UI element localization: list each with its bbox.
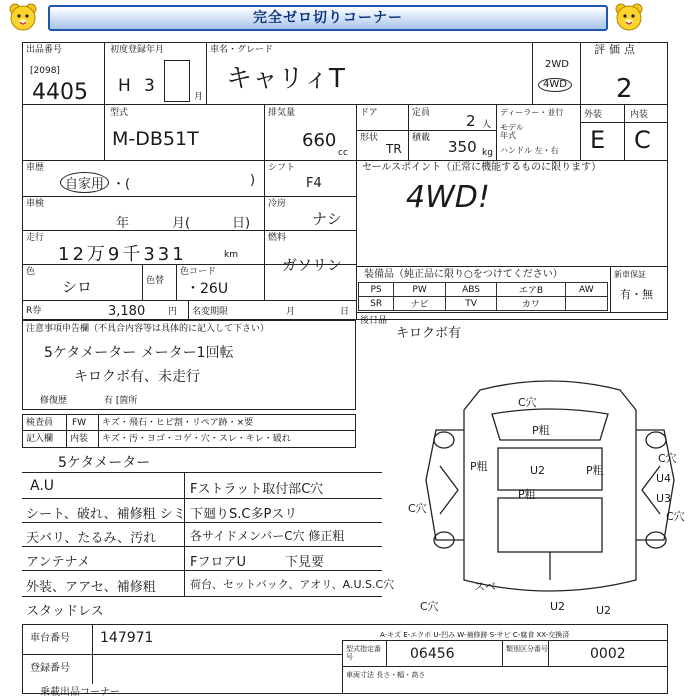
displacement: 660 — [302, 130, 337, 151]
load: 350 — [448, 138, 477, 156]
grade: 2 — [616, 74, 633, 104]
mascot-bear-right-icon — [614, 2, 644, 32]
aftermarket: キロクボ有 — [396, 326, 462, 341]
diagram-mark: U2 — [596, 604, 612, 617]
name-change-label: 名変期限 — [192, 307, 229, 317]
shift: F4 — [306, 176, 322, 191]
diagram-mark: U3 — [656, 492, 672, 505]
era: H — [118, 76, 131, 96]
inspector-label: 検査員 — [26, 418, 54, 428]
diagram-mark: C穴 — [658, 452, 677, 465]
name-change-month: 月 — [286, 307, 296, 317]
reg-month-box — [164, 60, 190, 102]
notes-line1: 5ケタメーター メーター1回転 — [44, 345, 234, 361]
equip-ps: PS — [359, 283, 394, 297]
equip-blank — [565, 297, 607, 311]
inspection-month: 月( — [172, 216, 191, 231]
sales-point: 4WD! — [406, 180, 490, 215]
aircon-label: 冷房 — [268, 199, 287, 209]
fuel-label: 燃料 — [268, 233, 287, 243]
recorder-label: 記入欄 — [26, 434, 54, 444]
interior-items: キズ・汚・ヨゴ・コゲ・穴・スレ・キレ・破れ — [102, 434, 291, 444]
capacity-label: 定員 — [412, 108, 431, 118]
load-unit: kg — [482, 148, 493, 158]
remark-6: 外装、アアセ、補修粗 — [26, 580, 156, 595]
auction-corner-label: 乗載出品コーナー — [40, 687, 120, 698]
mileage-label: 走行 — [26, 233, 45, 243]
equip-navi: ナビ — [394, 297, 446, 311]
mileage: 12万9千331 — [58, 244, 187, 265]
month-unit: 月 — [194, 92, 204, 102]
class-number: 0002 — [590, 646, 626, 662]
aftermarket-label: 後日品 — [360, 316, 388, 326]
mileage-unit: km — [224, 250, 238, 260]
remark-1: 5ケタメーター — [58, 455, 151, 471]
equip-pw: PW — [394, 283, 446, 297]
diagram-mark: C穴 — [408, 502, 427, 515]
drive-2wd: 2WD — [545, 59, 569, 70]
shift-label: シフト — [268, 163, 296, 173]
history-suffix: ・( — [112, 177, 131, 192]
diagram-mark: C穴 — [518, 396, 537, 409]
equip-airbag: エアB — [497, 283, 565, 297]
equip-abs: ABS — [445, 283, 496, 297]
fw-label: FW — [72, 418, 87, 428]
door-label: ドア — [360, 108, 378, 118]
capacity-unit: 人 — [482, 120, 492, 130]
new-reg-label: 新車保証 — [614, 270, 646, 279]
notes-title: 注意事項申告欄（不具合内容等は具体的に記入して下さい） — [26, 324, 270, 334]
diagram-mark: P粗 — [518, 488, 536, 501]
remark-right-3: 各サイドメンバーC穴 修正粗 — [190, 529, 345, 543]
reg-year: 3 — [144, 76, 155, 96]
lot-label: 出品番号 — [26, 45, 63, 55]
remark-right-1: Fストラット取付部C穴 — [190, 482, 324, 497]
load-label: 積載 — [412, 133, 431, 143]
diagram-mark: スベ — [474, 580, 496, 593]
banner — [48, 5, 608, 31]
diagram-mark: U2 — [550, 600, 566, 613]
type-cert-label: 型式指定番号 — [346, 645, 381, 661]
registration-number-label: 登録番号 — [30, 663, 70, 674]
diagram-mark: P粗 — [532, 424, 550, 437]
ext-label: 外装 — [584, 110, 603, 120]
history-label: 車歴 — [26, 163, 45, 173]
equip-sr: SR — [359, 297, 394, 311]
remark-right-2: 下廻りS.C多Pスリ — [190, 507, 298, 522]
model-year-label: モデル年式 — [500, 123, 524, 140]
type-cert: 06456 — [410, 646, 455, 662]
drive-4wd: 4WD — [538, 78, 572, 92]
sales-label: セールスポイント（正常に機能するものに限ります） — [362, 162, 602, 173]
history-value: 自家用 — [60, 172, 109, 193]
model-label: 型式 — [110, 108, 129, 118]
fuel: ガソリン — [282, 256, 343, 274]
aircon: ナシ — [312, 210, 342, 228]
price-label: R券 — [26, 306, 42, 316]
name-change-day: 日 — [340, 307, 350, 317]
inspection-label: 車検 — [26, 199, 45, 209]
repair-detail: 有 [箇所 — [104, 396, 138, 406]
inspection-year: 年 — [116, 216, 130, 231]
dealer-label: ディーラー・並行 — [500, 108, 564, 117]
ext-grade: E — [590, 126, 606, 154]
equip-leather: カワ — [497, 297, 565, 311]
shape: TR — [386, 142, 402, 156]
color-change-label: 色替 — [146, 276, 165, 286]
capacity: 2 — [466, 112, 476, 130]
car-name: キャリィT — [226, 64, 345, 94]
mascot-bear-left-icon — [8, 2, 38, 32]
color-label: 色 — [26, 267, 36, 277]
equipment-title: 装備品（純正品に限り○をつけてください） — [364, 269, 563, 280]
banner-title: 完全ゼロ切りコーナー — [253, 10, 403, 26]
remark-5: アンテナメ — [26, 555, 90, 570]
model: M-DB51T — [112, 128, 199, 150]
remark-2: A.U — [30, 478, 55, 494]
remark-3: シート、破れ、補修粗 シミ — [26, 507, 186, 522]
fw-items: キズ・飛石・ヒビ割・リペア跡・×要 — [102, 418, 254, 428]
car-diagram — [400, 370, 700, 620]
displacement-unit: cc — [338, 148, 348, 158]
price-unit: 円 — [168, 307, 178, 317]
colorcode: ・26U — [186, 281, 229, 297]
grade-label: 評価点 — [594, 43, 639, 56]
first-reg-label: 初度登録年月 — [110, 45, 165, 55]
inspection-day: 日) — [232, 216, 251, 231]
handle-label: ハンドル 左・右 — [500, 146, 559, 155]
chassis-number: 147971 — [100, 630, 154, 646]
new-reg: 有・無 — [620, 288, 653, 301]
diagram-mark: P粗 — [586, 464, 604, 477]
history-close: ) — [250, 173, 256, 188]
displacement-label: 排気量 — [268, 108, 296, 118]
diagram-mark: C穴 — [420, 600, 439, 613]
diagram-mark: U4 — [656, 472, 672, 485]
dimensions-label: 車両寸法 長さ・幅・高さ — [346, 671, 426, 679]
remark-right-4: FフロアU 下見要 — [190, 555, 324, 570]
color: シロ — [62, 278, 93, 296]
notes-line2: キロクボ有、未走行 — [74, 369, 200, 385]
equip-tv: TV — [445, 297, 496, 311]
colorcode-label: 色コード — [180, 267, 217, 277]
int-label: 内装 — [630, 110, 649, 120]
remark-4: 天バリ、たるみ、汚れ — [26, 531, 157, 546]
int-grade: C — [634, 126, 651, 154]
diagram-mark: P粗 — [470, 460, 488, 473]
equipment-table — [358, 282, 608, 311]
price: 3,180 — [108, 304, 146, 319]
interior-label: 内装 — [70, 434, 89, 444]
damage-legend: A-キズ E-エクボ U-凹み W-補修跡 S-サビ C-腐食 XX-交換済 — [380, 631, 570, 639]
diagram-mark: C穴 — [666, 510, 685, 523]
lot-sub: [2098] — [30, 66, 60, 76]
diagram-mark: U2 — [530, 464, 546, 477]
lot-number: 4405 — [32, 80, 88, 105]
remark-7: スタッドレス — [26, 604, 104, 619]
chassis-number-label: 車台番号 — [30, 633, 70, 644]
shape-label: 形状 — [360, 133, 379, 143]
equip-aw: AW — [565, 283, 607, 297]
class-label: 類別区分番号 — [506, 645, 548, 653]
remark-right-5: 荷台、セットバック、アオリ、A.U.S.C穴 — [190, 578, 395, 591]
repair-label: 修復歴 — [40, 396, 68, 406]
car-name-label: 車名・グレード — [210, 45, 274, 55]
